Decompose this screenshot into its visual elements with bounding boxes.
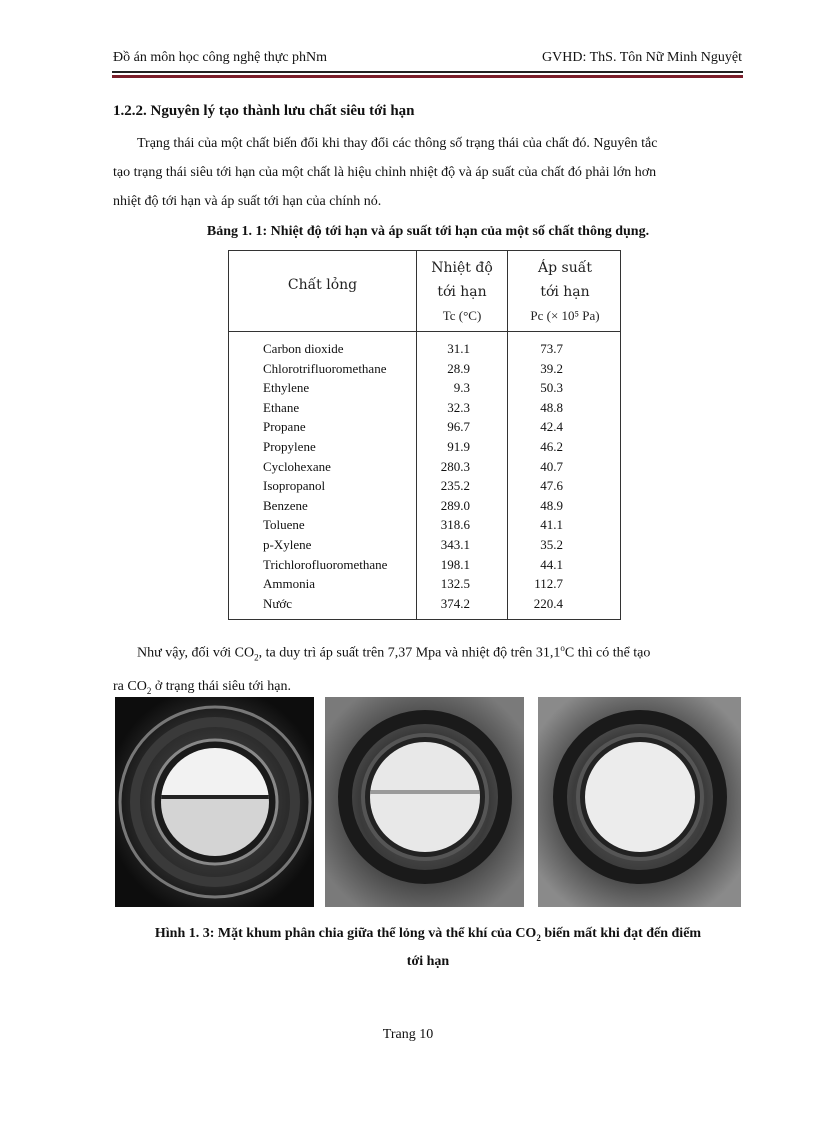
- table-cell-substance: Ethylene: [263, 380, 310, 396]
- table-cell-substance: p-Xylene: [263, 537, 312, 552]
- paragraph-intro: [113, 129, 743, 216]
- table-cell-substance: Propylene: [263, 439, 316, 454]
- table-cell-substance: Propane: [263, 419, 306, 435]
- paragraph-line: [113, 129, 743, 158]
- table-cell-temperature: 91.9: [447, 439, 470, 454]
- table-cell-pressure: 50.3: [540, 380, 563, 396]
- subscript: 2: [254, 652, 259, 663]
- table-cell-temperature: 198.1: [440, 556, 470, 572]
- header-course-title: Đồ án môn học công nghệ thực phNm: [113, 50, 328, 65]
- subscript: 2: [536, 932, 541, 943]
- paragraph-text: , ta duy trì áp suất trên 7,37 Mpa và nhiệt độ trên 31,1: [258, 645, 561, 661]
- table-cell-pressure: 48.9: [540, 497, 563, 513]
- caption-text: Hình 1. 3: Mặt khum phân chia giữa thể lỏng và thể khí của CO: [154, 926, 537, 941]
- table-cell-substance: Toluene: [263, 517, 305, 533]
- table-cell-pressure: 112.7: [534, 576, 563, 592]
- table-cell-temperature: 9.3: [453, 380, 470, 396]
- table-cell-substance: Nước: [263, 595, 293, 611]
- table-cell-substance: Ethane: [263, 399, 300, 415]
- table-cell-pressure: 41.1: [540, 517, 563, 533]
- paragraph-text: tạo trạng thái siêu tới hạn của một chất là hiệu chỉnh nhiệt độ và áp suất của chất đó phải lớn hơn: [113, 165, 657, 180]
- table-cell-temperature: 235.2: [440, 478, 470, 494]
- table-cell-substance: Isopropanol: [263, 478, 326, 494]
- table-cell-substance: Ammonia: [263, 576, 315, 592]
- column-header-substance: Chất lỏng: [287, 277, 358, 293]
- figure-caption: [113, 922, 743, 974]
- page-number: Trang 10: [382, 1027, 434, 1042]
- header-line: Nhiệt độ: [431, 260, 493, 276]
- paragraph-text: ở trạng thái siêu tới hạn.: [151, 679, 291, 695]
- column-header-pressure: [508, 256, 622, 328]
- table-cell-temperature: 132.5: [440, 576, 470, 592]
- paragraph-text: Trạng thái của một chất biến đổi khi thay đổi các thông số trạng thái của chất đó. Nguyên tắc: [137, 136, 658, 151]
- paragraph-text: ra CO: [113, 679, 147, 695]
- table-caption: Bảng 1. 1: Nhiệt độ tới hạn và áp suất tới hạn của một số chất thông dụng.: [206, 224, 650, 239]
- table-cell-pressure: 48.8: [540, 399, 563, 415]
- header-line: Tc (°C): [442, 308, 482, 323]
- photo-near-critical: [325, 697, 524, 907]
- paragraph-line: [113, 187, 743, 216]
- table-cell-pressure: 44.1: [540, 556, 563, 572]
- column-header-temperature: [417, 256, 507, 328]
- header-line: tới hạn: [437, 284, 487, 300]
- table-cell-pressure: 220.4: [533, 595, 563, 611]
- table-cell-pressure: 73.7: [540, 341, 563, 356]
- paragraph-text: C thì có thể tạo: [564, 645, 651, 661]
- header-rule-thick: [112, 75, 743, 78]
- header-line: tới hạn: [540, 284, 590, 300]
- photo-meniscus-visible: [115, 697, 314, 907]
- table-cell-pressure: 47.6: [540, 478, 563, 494]
- header-supervisor: GVHD: ThS. Tôn Nữ Minh Nguyệt: [542, 50, 742, 65]
- paragraph-co2: [113, 634, 743, 706]
- table-cell-substance: Trichlorofluoromethane: [263, 556, 388, 572]
- table-cell-pressure: 40.7: [540, 458, 563, 474]
- header-line: Áp suất: [538, 260, 592, 276]
- table-cell-substance: Benzene: [263, 497, 308, 513]
- table-cell-temperature: 289.0: [440, 497, 470, 513]
- photo-supercritical: [538, 697, 741, 907]
- caption-line: tới hạn: [406, 953, 450, 969]
- table-cell-pressure: 39.2: [540, 360, 563, 376]
- superscript: o: [560, 643, 565, 653]
- paragraph-text: Như vậy, đối với CO: [137, 645, 255, 661]
- paragraph-line: [113, 634, 743, 672]
- table-cell-temperature: 31.1: [447, 341, 470, 356]
- header-line: Pc (× 10⁵ Pa): [530, 308, 600, 323]
- header-rule-thin: [112, 71, 743, 73]
- paragraph-line: [113, 158, 743, 187]
- section-heading: 1.2.2. Nguyên lý tạo thành lưu chất siêu tới hạn: [113, 103, 415, 119]
- table-cell-temperature: 96.7: [447, 419, 470, 435]
- table-cell-temperature: 343.1: [440, 537, 470, 552]
- subscript: 2: [146, 686, 152, 697]
- table-cell-pressure: 35.2: [540, 537, 563, 552]
- paragraph-text: nhiệt độ tới hạn và áp suất tới hạn của chính nó.: [113, 194, 382, 209]
- table-cell-substance: Chlorotrifluoromethane: [263, 360, 387, 376]
- table-cell-substance: Carbon dioxide: [263, 341, 344, 356]
- table-cell-temperature: 280.3: [440, 458, 470, 474]
- table-cell-substance: Cyclohexane: [263, 458, 331, 474]
- caption-text: biến mất khi đạt đến điểm: [540, 926, 702, 941]
- caption-line: [113, 922, 743, 950]
- critical-properties-table: [228, 250, 621, 620]
- table-cell-temperature: 28.9: [447, 360, 470, 376]
- table-cell-temperature: 32.3: [447, 399, 470, 415]
- table-cell-temperature: 318.6: [440, 517, 470, 533]
- table-cell-temperature: 374.2: [440, 595, 470, 611]
- table-header-rule: [229, 331, 620, 332]
- table-cell-pressure: 42.4: [540, 419, 563, 435]
- table-cell-pressure: 46.2: [540, 439, 563, 454]
